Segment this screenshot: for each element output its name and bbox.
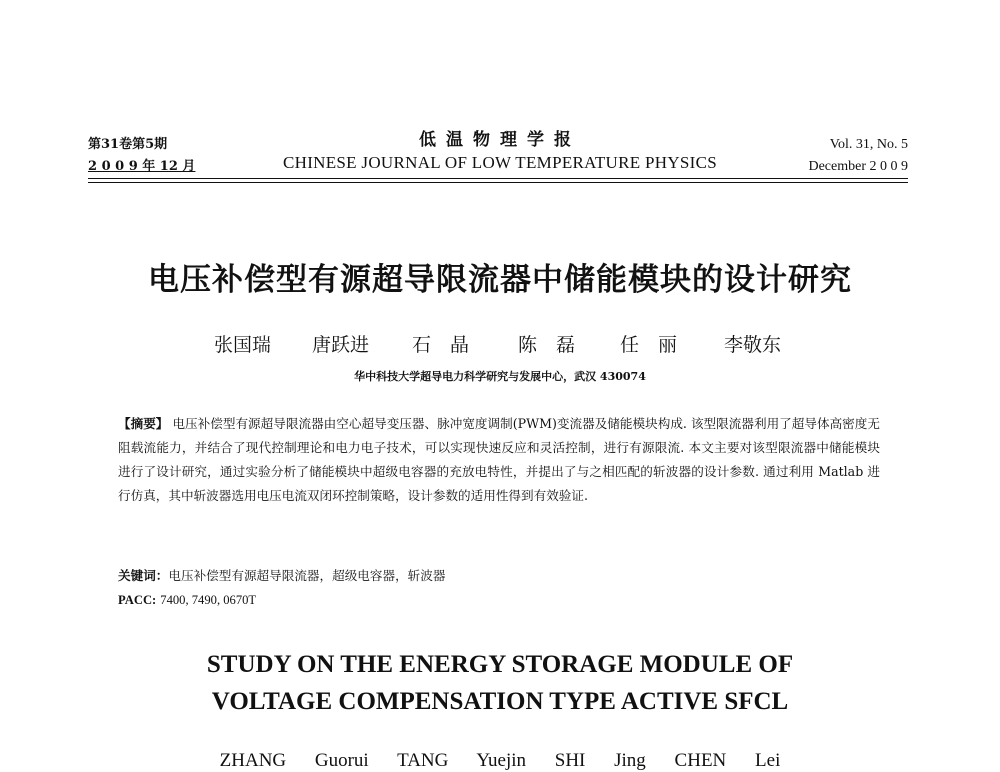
header-rule-top	[88, 178, 908, 179]
pacc	[118, 589, 256, 611]
keywords-text: 电压补偿型有源超导限流器，超级电容器，斩波器	[168, 568, 446, 583]
journal-name-cn: 低温物理学报	[419, 130, 581, 150]
affiliation: 华中科技大学超导电力科学研究与发展中心，武汉 430074	[354, 370, 646, 383]
journal-name	[220, 128, 780, 174]
issue-date-en: December 2 0 0 9	[808, 159, 908, 174]
author-5: 任 丽	[620, 334, 678, 356]
volume-number-en: Vol. 31, No. 5	[829, 137, 908, 152]
author-4: 陈 磊	[518, 334, 576, 356]
volume-number: 第31卷第5期	[88, 137, 168, 152]
author-3: 石 晶	[412, 334, 470, 356]
abstract-label: 【摘要】	[118, 416, 169, 431]
keywords	[118, 565, 445, 587]
journal-name-en: CHINESE JOURNAL OF LOW TEMPERATURE PHYSICS	[282, 153, 718, 172]
volume-issue-en	[808, 134, 908, 178]
author-1: 张国瑞	[214, 334, 272, 356]
pacc-label: PACC:	[118, 593, 157, 607]
author-list-en: ZHANG Guorui TANG Yuejin SHI Jing CHEN Lei	[219, 750, 781, 771]
header-rule-bottom	[88, 182, 908, 183]
author-6: 李敬东	[724, 334, 782, 356]
issue-date-cn: 2 0 0 9 年 12 月	[88, 159, 196, 174]
paper-title-cn: 电压补偿型有源超导限流器中储能模块的设计研究	[148, 262, 852, 298]
author-2: 唐跃进	[312, 334, 370, 356]
abstract-text: 电压补偿型有源超导限流器由空心超导变压器、脉冲宽度调制(PWM)变流器及储能模块构成. 该型限流器利用了超导体高密度无阻载流能力，并结合了现代控制理论和电力电子技术，可以实现快速反应和灵活控制，进行有源限流. 本文主要对该型限流器中储能模块进行了设计研究，通过实验分析了储能模块中超级电容器的充放电特性，并提出了与之相匹配的斩波器的设计参数. 通过利用 Matlab 进行仿真，其中斩波器选用电压电流双闭环控制策略，设计参数的适用性得到有效验证.	[118, 416, 880, 503]
paper-title-en-line1: STUDY ON THE ENERGY STORAGE MODULE OF	[206, 651, 794, 678]
paper-title-en-line2: VOLTAGE COMPENSATION TYPE ACTIVE SFCL	[211, 688, 789, 715]
pacc-codes: 7400, 7490, 0670T	[160, 593, 257, 607]
volume-issue	[88, 134, 195, 178]
paper-title-en	[0, 646, 1000, 720]
abstract	[118, 412, 880, 508]
keywords-label: 关键词：	[118, 568, 169, 583]
